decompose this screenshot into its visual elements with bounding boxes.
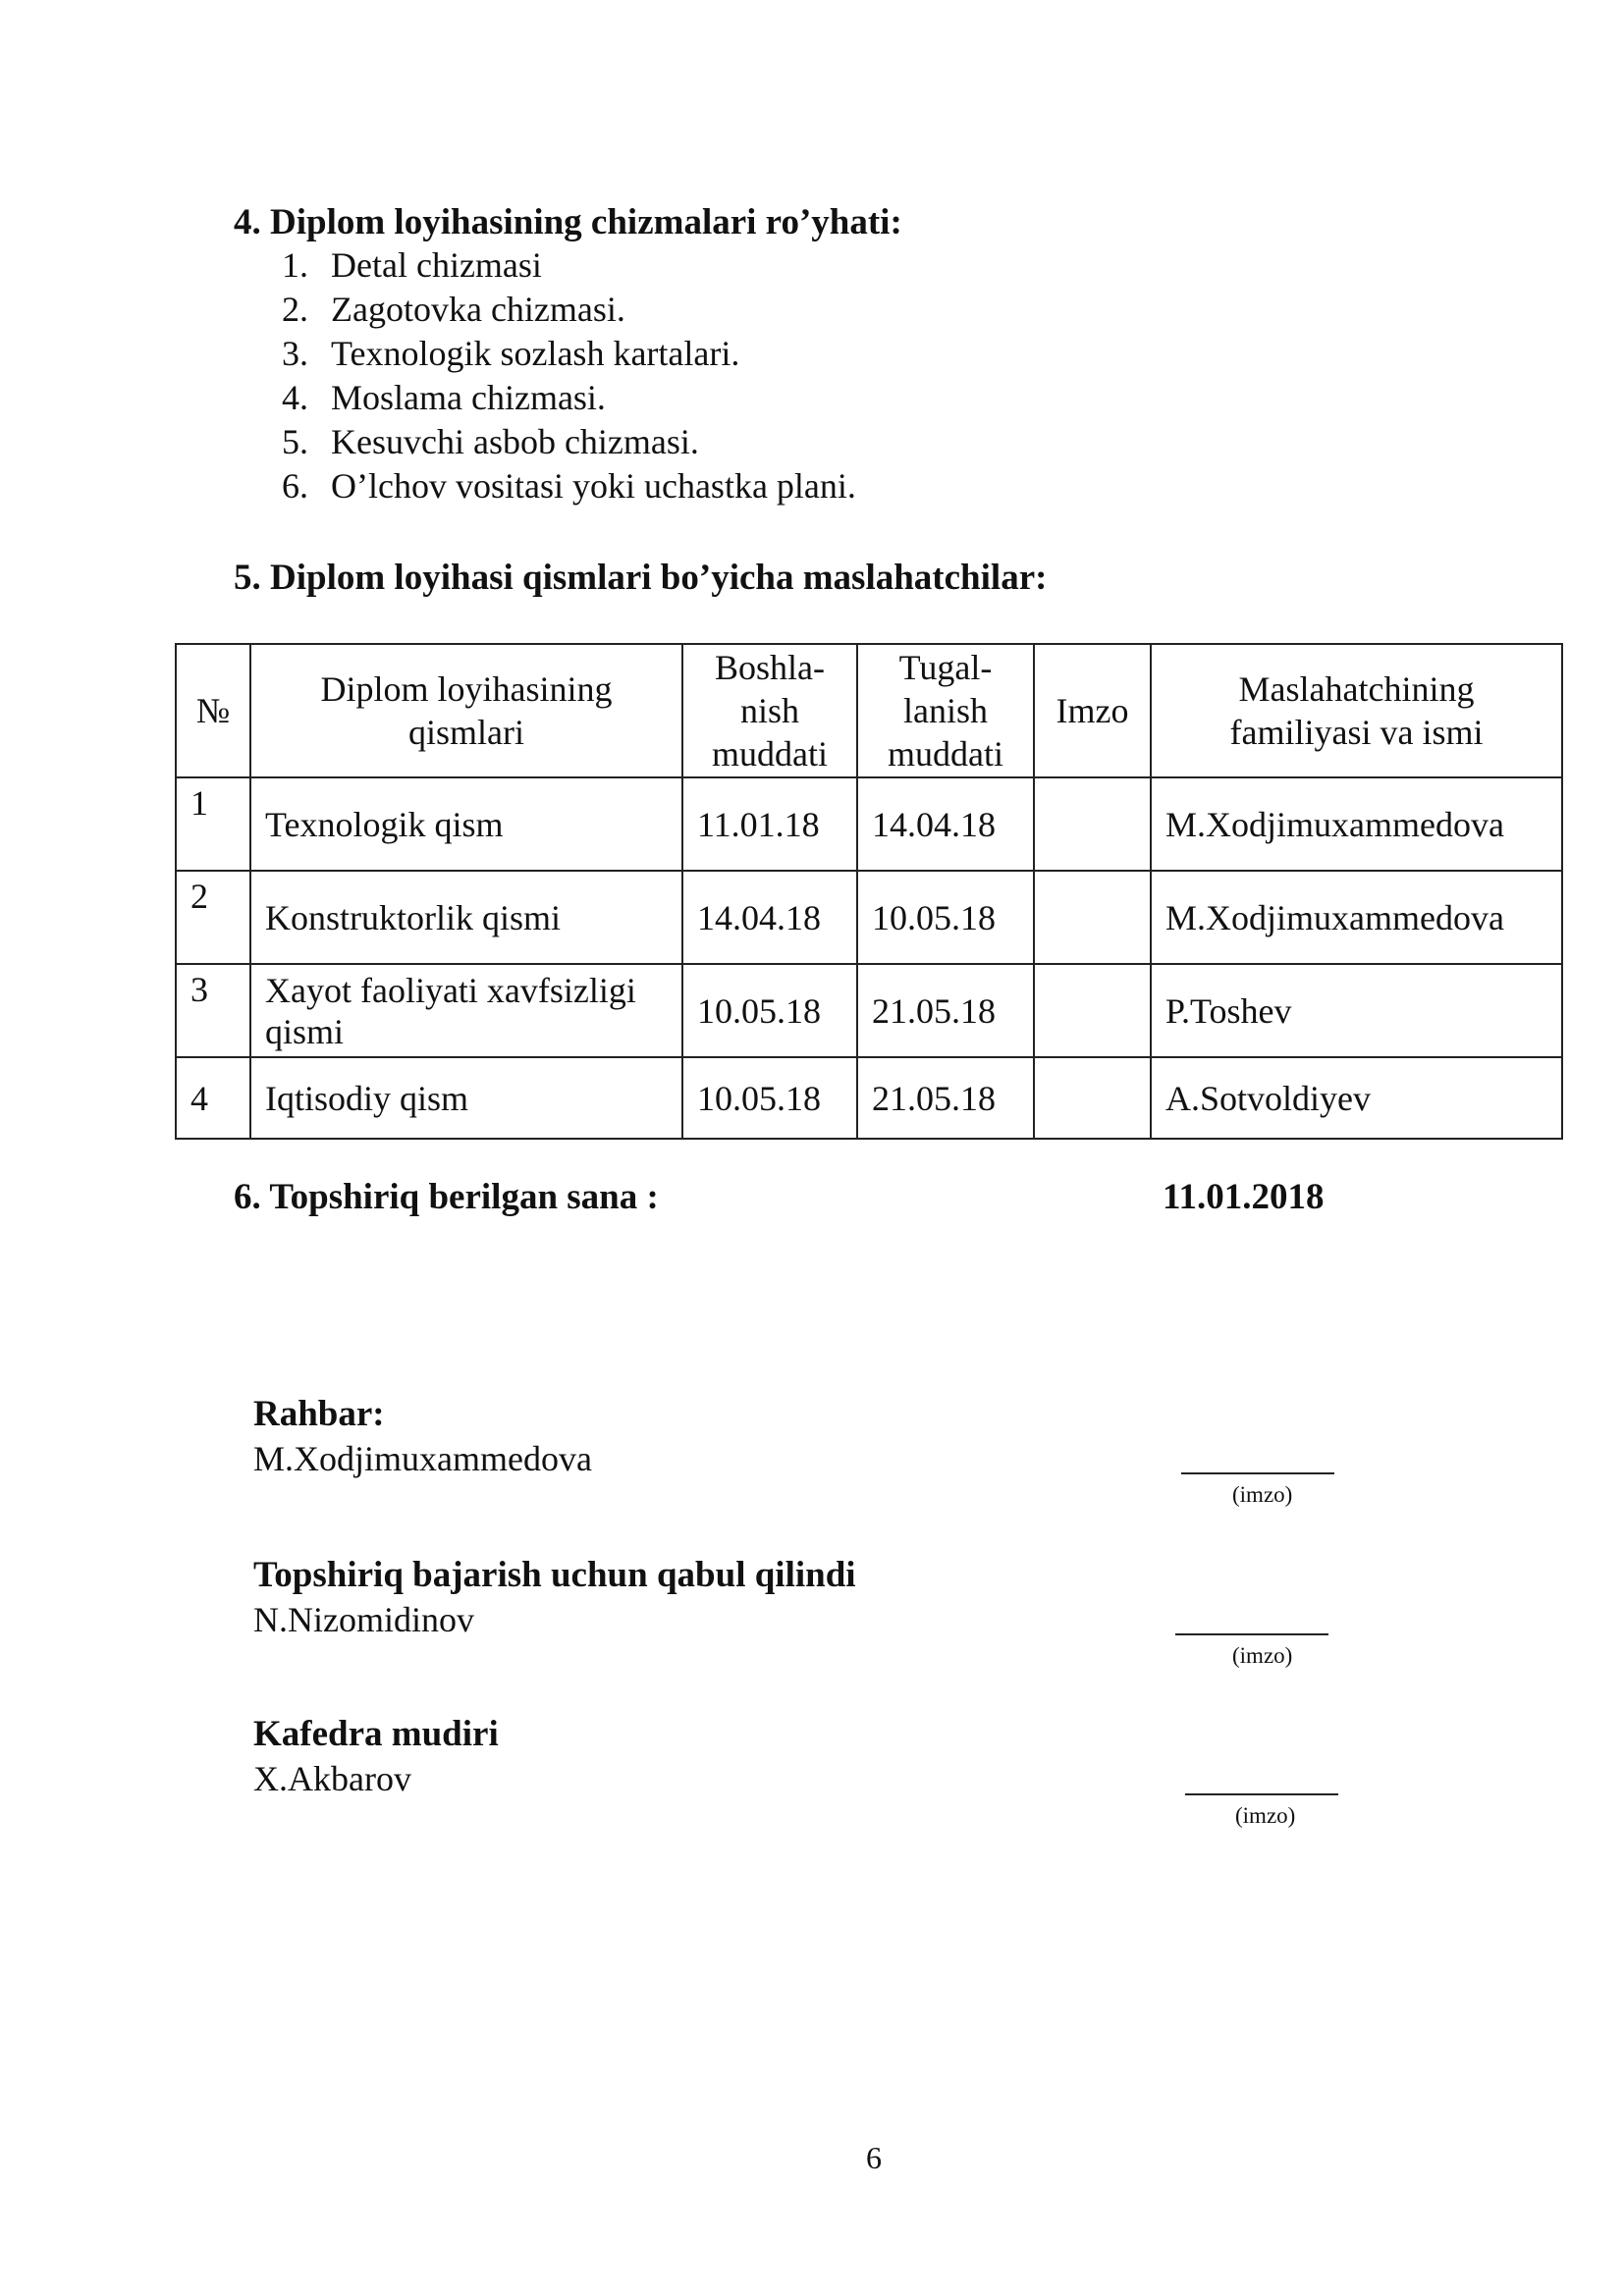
section-4-heading: 4. Diplom loyihasining chizmalari ro’yhati: <box>234 202 902 242</box>
signature-title: Topshiriq bajarish uchun qabul qilindi <box>253 1555 856 1595</box>
section-5-heading: 5. Diplom loyihasi qismlari bo’yicha maslahatchilar: <box>234 558 1048 598</box>
list-item <box>282 464 856 508</box>
header-number: № <box>176 644 250 777</box>
table-row <box>176 964 1562 1057</box>
page-number: 6 <box>866 2140 882 2175</box>
signature-block-supervisor <box>253 1392 1432 1480</box>
row-start: 10.05.18 <box>682 1057 857 1139</box>
list-item <box>282 288 856 332</box>
signature-title: Kafedra mudiri <box>253 1714 499 1754</box>
list-item-number: 1. <box>282 245 308 285</box>
row-end: 14.04.18 <box>857 777 1034 871</box>
assignment-date-value: 11.01.2018 <box>1163 1177 1325 1217</box>
drawings-list <box>282 243 856 508</box>
list-item-text: Moslama chizmasi. <box>331 378 606 417</box>
signature-block-head <box>253 1712 1432 1800</box>
row-number: 3 <box>176 964 250 1057</box>
row-number: 4 <box>176 1057 250 1139</box>
row-end: 21.05.18 <box>857 964 1034 1057</box>
header-start: Boshla-nish muddati <box>682 644 857 777</box>
row-start: 10.05.18 <box>682 964 857 1057</box>
row-number: 1 <box>176 777 250 871</box>
row-sign <box>1034 964 1151 1057</box>
list-item <box>282 332 856 376</box>
row-number: 2 <box>176 871 250 964</box>
row-advisor: P.Toshev <box>1151 964 1562 1057</box>
header-part: Diplom loyihasining qismlari <box>250 644 682 777</box>
list-item-number: 5. <box>282 422 308 461</box>
row-advisor: M.Xodjimuxammedova <box>1151 777 1562 871</box>
header-end: Tugal-lanish muddati <box>857 644 1034 777</box>
table-row <box>176 777 1562 871</box>
signature-title: Rahbar: <box>253 1394 385 1434</box>
row-part: Konstruktorlik qismi <box>250 871 682 964</box>
row-end: 10.05.18 <box>857 871 1034 964</box>
table-header-row <box>176 644 1562 777</box>
row-end: 21.05.18 <box>857 1057 1034 1139</box>
table-row <box>176 1057 1562 1139</box>
header-sign: Imzo <box>1034 644 1151 777</box>
row-start: 11.01.18 <box>682 777 857 871</box>
list-item-number: 4. <box>282 378 308 417</box>
list-item-text: Kesuvchi asbob chizmasi. <box>331 422 699 461</box>
list-item-text: O’lchov vositasi yoki uchastka plani. <box>331 466 856 506</box>
assignment-date-label: 6. Topshiriq berilgan sana : <box>234 1177 659 1217</box>
signature-line <box>1175 1633 1328 1635</box>
list-item-text: Detal chizmasi <box>331 245 542 285</box>
row-start: 14.04.18 <box>682 871 857 964</box>
row-advisor: M.Xodjimuxammedova <box>1151 871 1562 964</box>
row-sign <box>1034 871 1151 964</box>
list-item-text: Texnologik sozlash kartalari. <box>331 334 740 373</box>
list-item <box>282 376 856 420</box>
signature-caption: (imzo) <box>1235 1803 1296 1828</box>
list-item <box>282 420 856 464</box>
signature-caption: (imzo) <box>1232 1482 1293 1507</box>
list-item-text: Zagotovka chizmasi. <box>331 290 625 329</box>
table-row <box>176 871 1562 964</box>
row-part: Xayot faoliyati xavfsizligi qismi <box>250 964 682 1057</box>
list-item-number: 6. <box>282 466 308 506</box>
list-item <box>282 243 856 288</box>
row-part: Iqtisodiy qism <box>250 1057 682 1139</box>
signature-line <box>1181 1472 1334 1474</box>
signature-name: X.Akbarov <box>253 1759 411 1798</box>
signature-caption: (imzo) <box>1232 1643 1293 1668</box>
signature-name: M.Xodjimuxammedova <box>253 1439 592 1478</box>
list-item-number: 3. <box>282 334 308 373</box>
header-advisor: Maslahatchining familiyasi va ismi <box>1151 644 1562 777</box>
signature-block-student <box>253 1553 1432 1641</box>
row-part: Texnologik qism <box>250 777 682 871</box>
row-sign <box>1034 777 1151 871</box>
signature-name: N.Nizomidinov <box>253 1600 474 1639</box>
row-sign <box>1034 1057 1151 1139</box>
signature-line <box>1185 1793 1338 1795</box>
row-advisor: A.Sotvoldiyev <box>1151 1057 1562 1139</box>
advisors-table <box>175 643 1563 1140</box>
list-item-number: 2. <box>282 290 308 329</box>
